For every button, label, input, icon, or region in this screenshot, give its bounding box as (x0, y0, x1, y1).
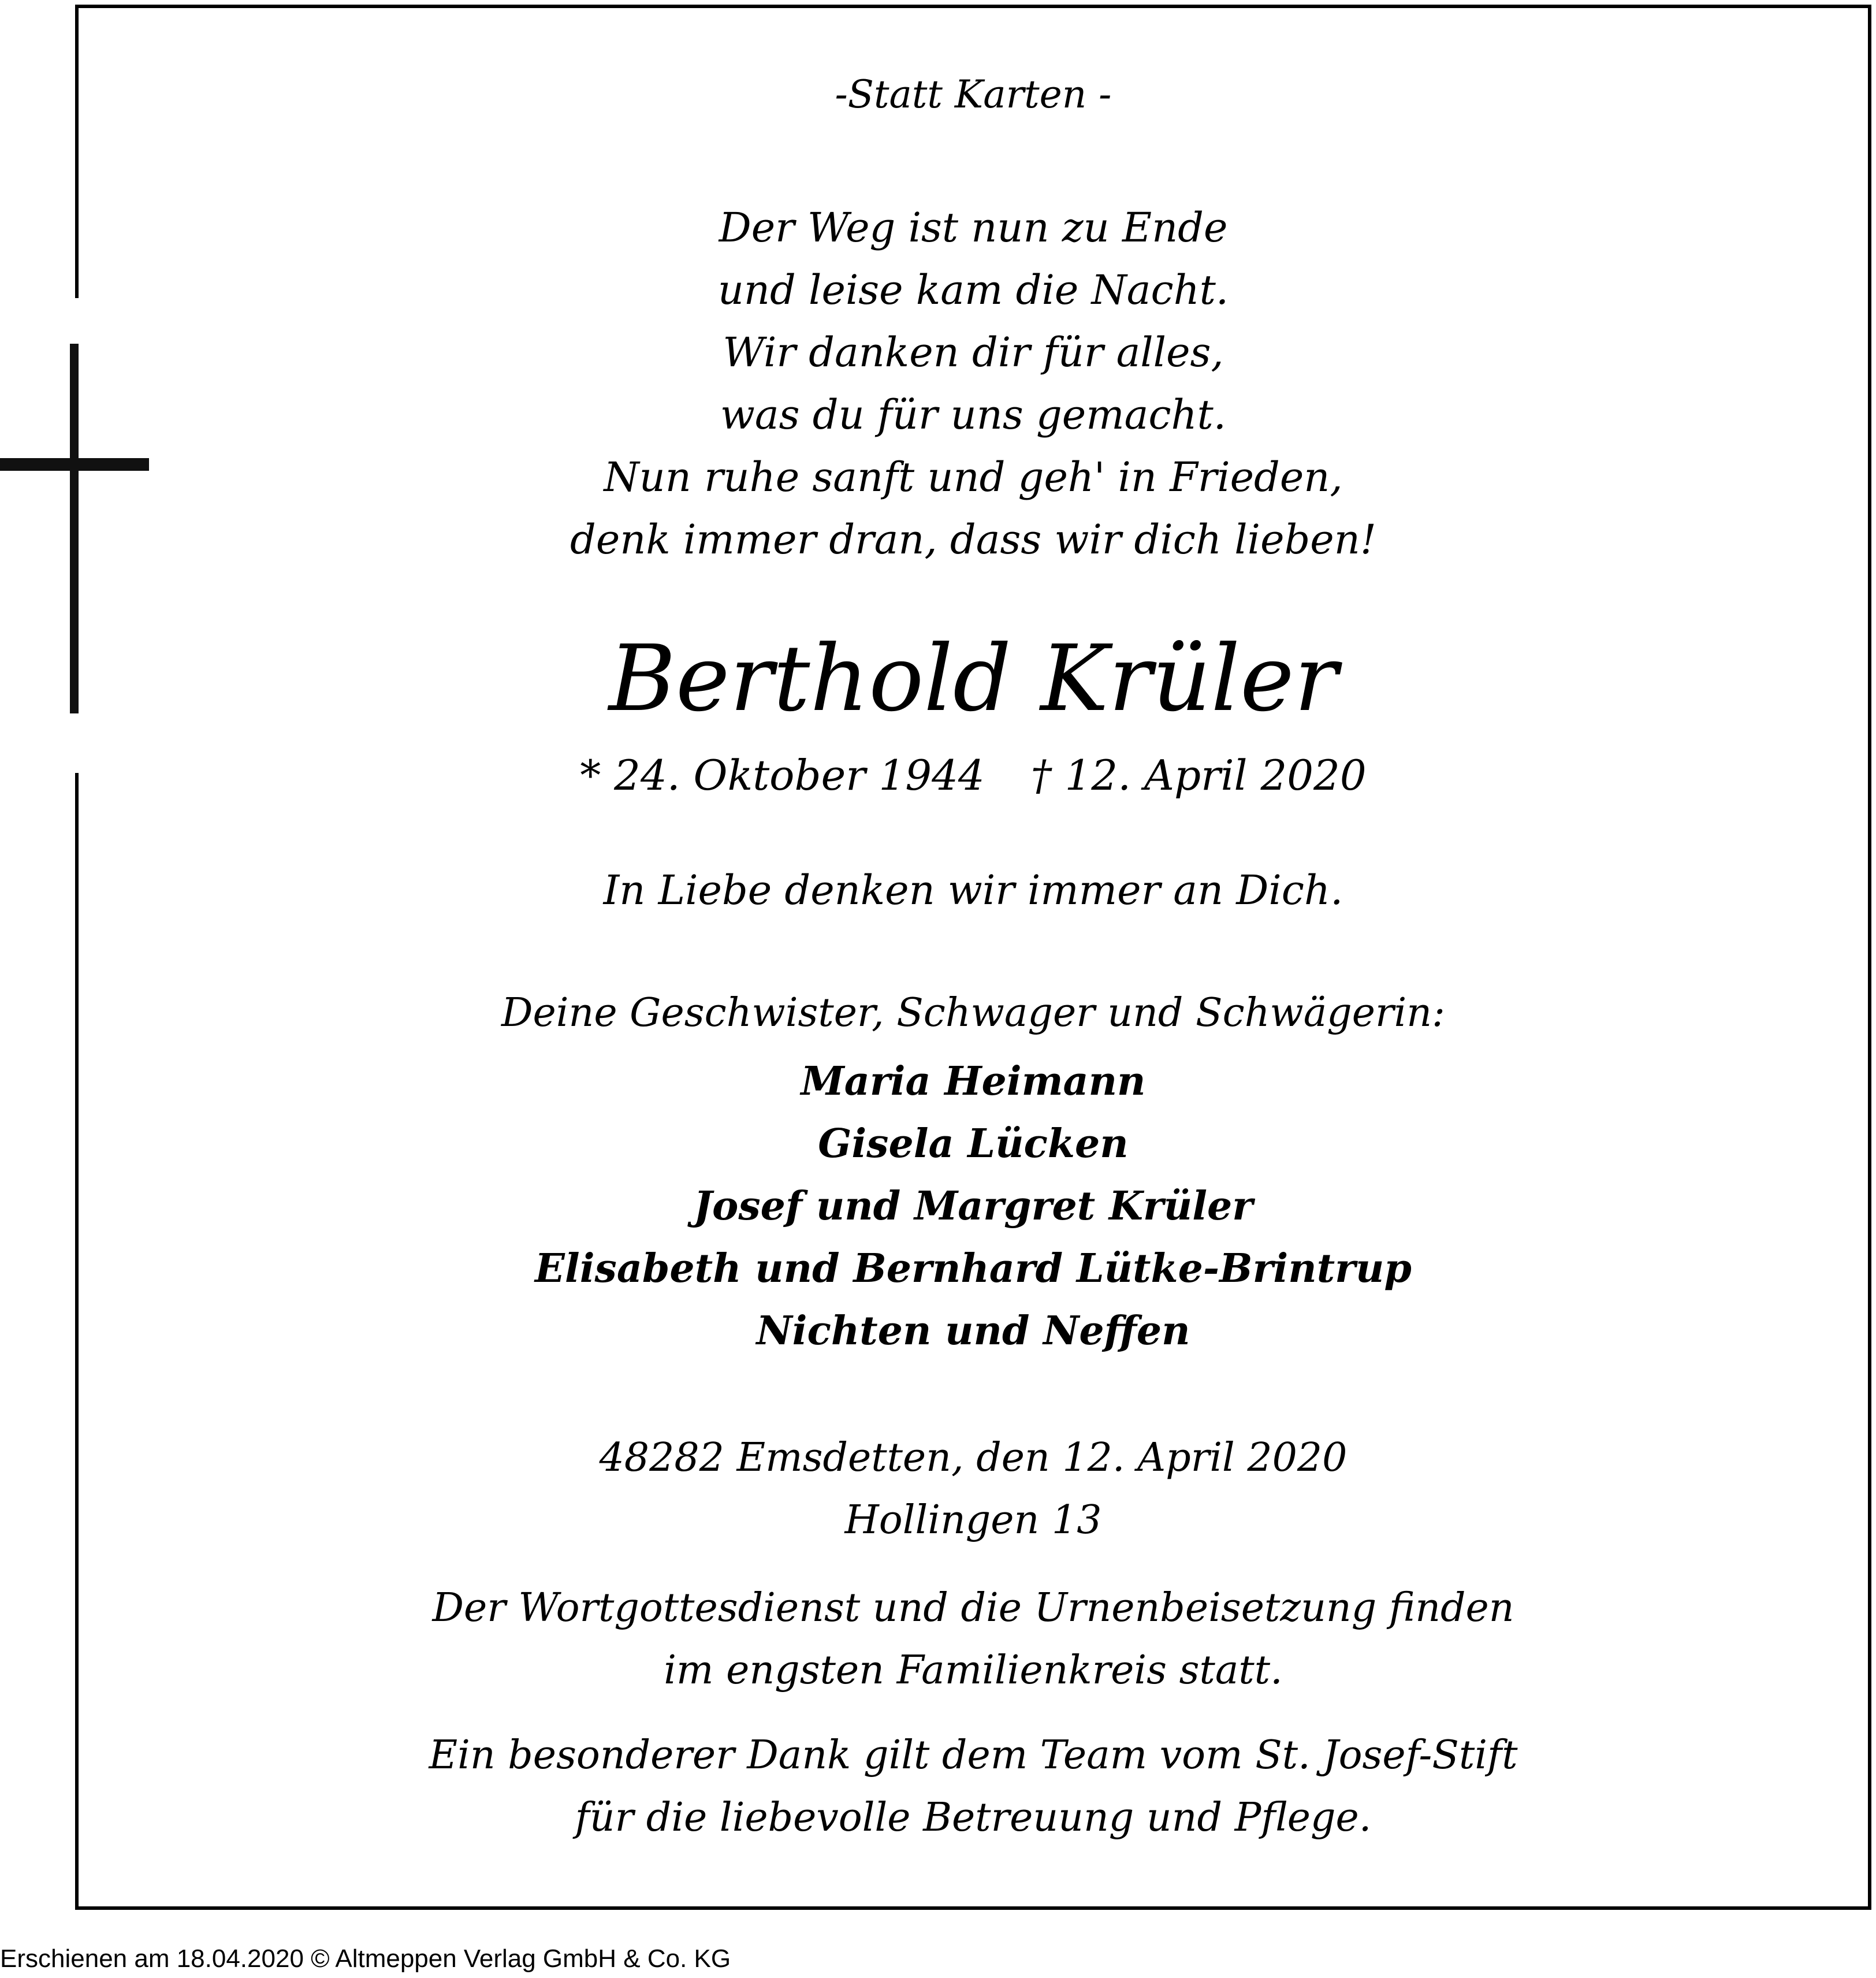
service-line: Der Wortgottesdienst und die Urnenbeisetzung finden (432, 1585, 1514, 1631)
service-line: im engsten Familienkreis statt. (664, 1648, 1283, 1693)
place-and-date (81, 1427, 1866, 1552)
mourner-name: Gisela Lücken (818, 1121, 1129, 1167)
life-dates-line (81, 751, 1866, 800)
thanks-line: Ein besonderer Dank gilt dem Team vom St. Josef-Stift (429, 1732, 1518, 1778)
poem-line: Nun ruhe sanft und geh' in Frieden, (604, 453, 1343, 501)
poem-line: denk immer dran, dass wir dich lieben! (570, 516, 1376, 563)
remembrance (81, 867, 1866, 914)
publication-footer: Erschienen am 18.04.2020 © Altmeppen Verlag GmbH & Co. KG (0, 1944, 731, 1973)
service-notice (81, 1577, 1866, 1702)
family-intro-text: Deine Geschwister, Schwager und Schwägerin: (501, 990, 1445, 1036)
deceased-name-text: Berthold Krüler (608, 626, 1338, 732)
frame-left-border-lower (75, 773, 79, 1910)
poem-line: was du für uns gemacht. (720, 391, 1227, 438)
mourner-name: Maria Heimann (801, 1058, 1146, 1105)
thanks-notice (81, 1724, 1866, 1849)
mourner-names (81, 1050, 1866, 1362)
cross-vertical-bar (70, 344, 79, 713)
birth-date: * 24. Oktober 1944 (580, 751, 985, 800)
poem (81, 196, 1866, 571)
life-dates (81, 751, 1866, 800)
poem-line: und leise kam die Nacht. (717, 266, 1229, 314)
poem-line: Der Weg ist nun zu Ende (719, 204, 1228, 251)
frame-right-border (1868, 5, 1871, 1910)
mourner-name: Elisabeth und Bernhard Lütke-Brintrup (535, 1245, 1412, 1292)
family-intro (81, 990, 1866, 1036)
frame-top-border (75, 5, 1871, 8)
statt-karten-text: -Statt Karten - (835, 72, 1112, 117)
mourner-name: Josef und Margret Krüler (693, 1183, 1253, 1229)
death-date: † 12. April 2020 (1030, 751, 1367, 800)
mourner-name: Nichten und Neffen (756, 1308, 1190, 1354)
street-address: Hollingen 13 (844, 1497, 1102, 1543)
city-date: 48282 Emsdetten, den 12. April 2020 (599, 1435, 1348, 1481)
statt-karten (81, 72, 1866, 117)
thanks-line: für die liebevolle Betreuung und Pflege. (575, 1795, 1372, 1841)
poem-line: Wir danken dir für alles, (723, 329, 1224, 376)
frame-bottom-border (75, 1906, 1871, 1910)
remembrance-text: In Liebe denken wir immer an Dich. (603, 867, 1343, 914)
deceased-name (81, 621, 1866, 737)
frame-left-border-upper (75, 5, 79, 298)
